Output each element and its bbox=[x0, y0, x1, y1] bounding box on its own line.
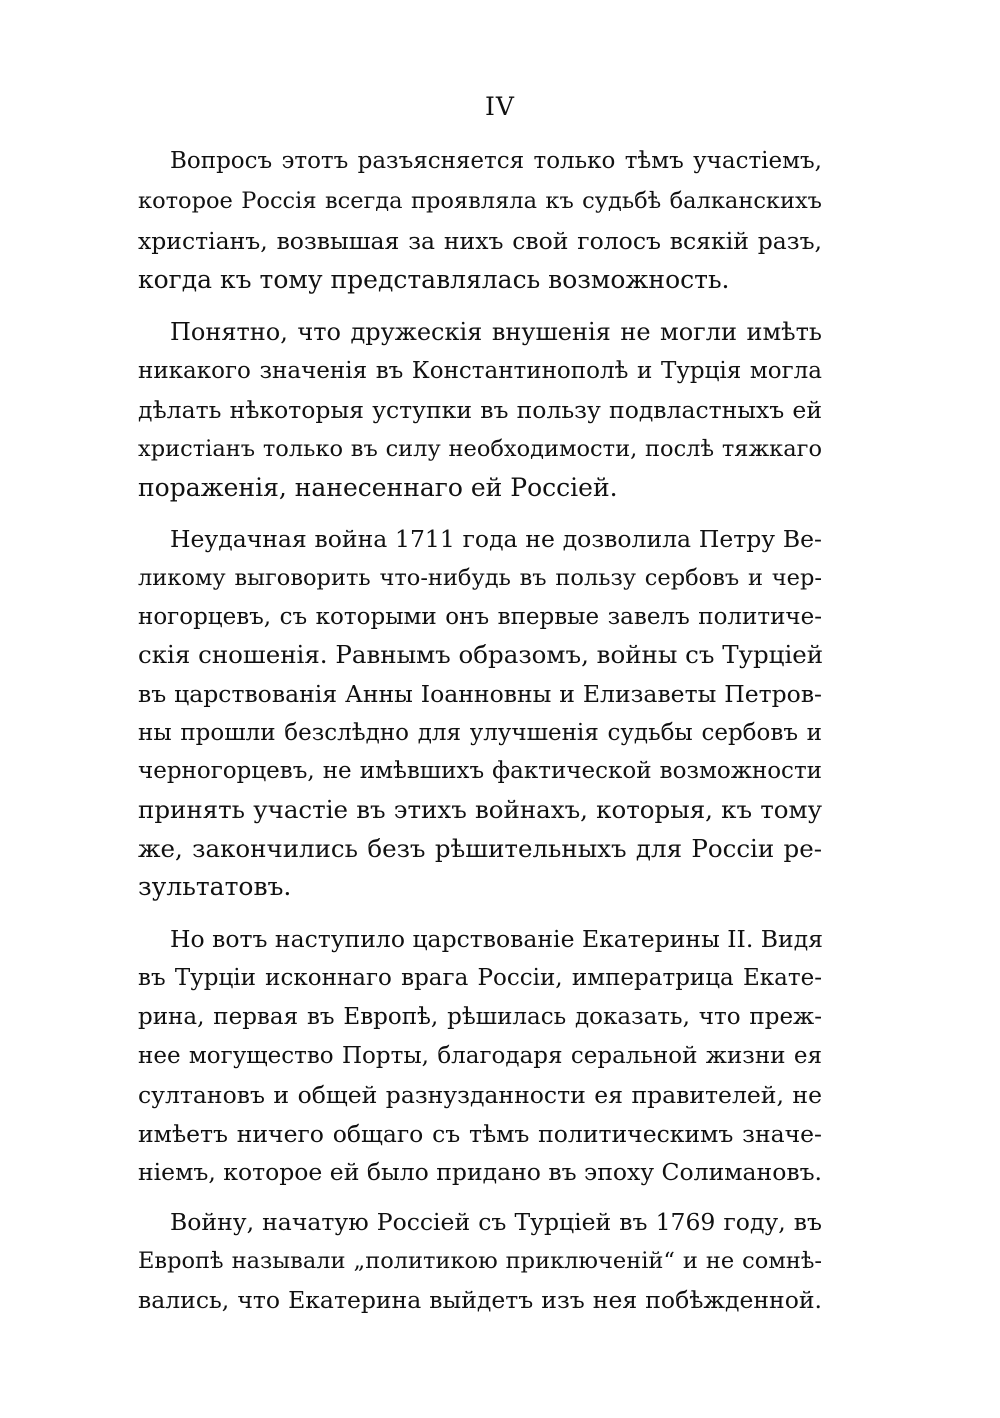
paragraph-1-line-3: христіанъ, возвышая за нихъ свой голосъ всякій разъ, bbox=[138, 227, 822, 255]
paragraph-1-line-2: которое Россія всегда проявляла къ судьбѣ балканскихъ bbox=[138, 188, 822, 214]
paragraph-4-line-6: имѣетъ ничего общаго съ тѣмъ политическимъ значе- bbox=[138, 1120, 822, 1148]
paragraph-3-line-4: скія сношенія. Равнымъ образомъ, войны съ Турціей bbox=[138, 640, 824, 669]
paragraph-1-line-1: Вопросъ этотъ разъясняется только тѣмъ участіемъ, bbox=[170, 148, 822, 174]
paragraph-5-line-2: Европѣ называли „политикою приключеній“ и не сомнѣ- bbox=[138, 1248, 822, 1274]
paragraph-4-line-5: султановъ и общей разнузданности ея правителей, не bbox=[138, 1081, 822, 1109]
paragraph-2-line-1: Понятно, что дружескія внушенія не могли имѣть bbox=[170, 318, 822, 346]
paragraph-4-line-3: рина, первая въ Европѣ, рѣшилась доказать, что преж- bbox=[138, 1004, 822, 1030]
paragraph-4-line-2: въ Турціи исконнаго врага Россіи, императрица Екате- bbox=[138, 965, 822, 991]
paragraph-4-line-1: Но вотъ наступило царствованіе Екатерины II. Видя bbox=[170, 925, 823, 953]
paragraph-3-line-10: зультатовъ. bbox=[138, 872, 292, 901]
paragraph-5-line-1: Войну, начатую Россіей съ Турціей въ 1769 году, въ bbox=[170, 1208, 822, 1236]
paragraph-3-line-3: ногорцевъ, съ которыми онъ впервые завелъ политиче- bbox=[138, 604, 822, 630]
paragraph-2-line-2: никакого значенія въ Константинополѣ и Турція могла bbox=[138, 358, 822, 384]
paragraph-5-line-3: вались, что Екатерина выйдетъ изъ нея побѣжденной. bbox=[138, 1286, 822, 1314]
paragraph-3-line-7: черногорцевъ, не имѣвшихъ фактической возможности bbox=[138, 758, 822, 784]
paragraph-3-line-8: принять участіе въ этихъ войнахъ, которыя, къ тому bbox=[138, 795, 822, 824]
paragraph-3-line-2: ликому выговорить что-нибудь въ пользу сербовъ и чер- bbox=[138, 565, 822, 591]
paragraph-2-line-5: пораженія, нанесеннаго ей Россіей. bbox=[138, 473, 618, 502]
paragraph-4-line-4: нее могущество Порты, благодаря серальной жизни ея bbox=[138, 1043, 822, 1069]
page-number: IV bbox=[485, 92, 515, 121]
paragraph-3-line-6: ны прошли безслѣдно для улучшенія судьбы сербовъ и bbox=[138, 720, 822, 746]
paragraph-3-line-5: въ царствованія Анны Іоанновны и Елизаветы Петров- bbox=[138, 680, 822, 708]
paragraph-2-line-3: дѣлать нѣкоторыя уступки въ пользу подвластныхъ ей bbox=[138, 396, 822, 424]
paragraph-3-line-1: Неудачная война 1711 года не дозволила Петру Ве- bbox=[170, 525, 822, 553]
paragraph-2-line-4: христіанъ только въ силу необходимости, послѣ тяжкаго bbox=[138, 436, 822, 462]
paragraph-3-line-9: же, закончились безъ рѣшительныхъ для Россіи ре- bbox=[138, 834, 822, 863]
paragraph-1-line-4: когда къ тому представлялась возможность. bbox=[138, 265, 730, 294]
paragraph-4-line-7: ніемъ, которое ей было придано въ эпоху Солимановъ. bbox=[138, 1158, 823, 1186]
